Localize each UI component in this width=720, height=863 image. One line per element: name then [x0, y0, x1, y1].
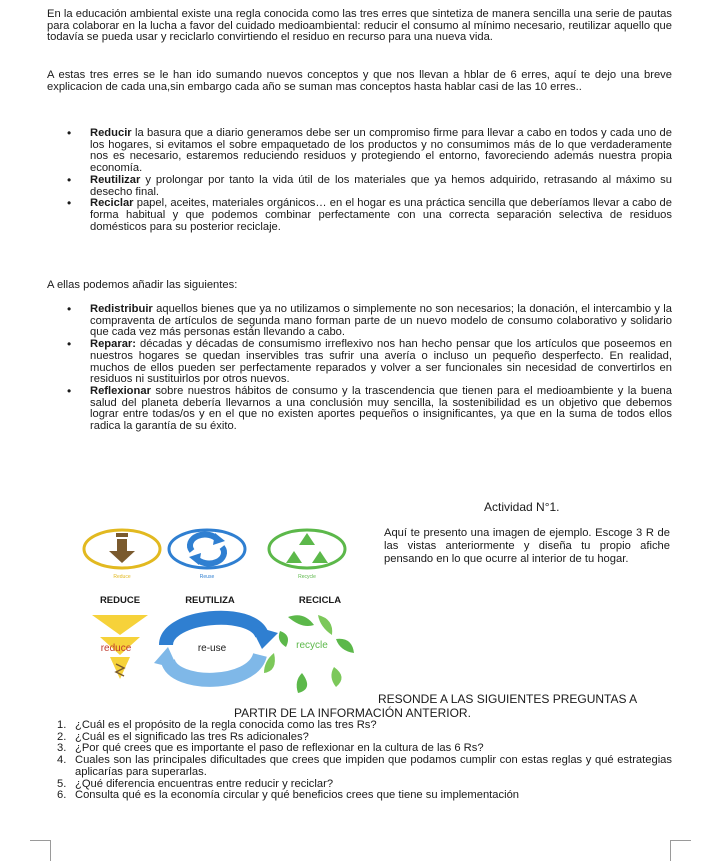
- list-text: sobre nuestros hábitos de consumo y la trascendencia que tienen para el medioambiente y la buena salud del planeta debería llevarnos a una conclusión muy sencilla, la sostenibilidad es un objetivo que debemos lograr entre todas/os y en el que no existen aportes pequeños o insignificantes, ya que en la suma de todos ellos radica la garantía de su éxito.: [90, 384, 672, 433]
- question-item: [47, 790, 672, 802]
- list-item: [47, 128, 672, 175]
- list-text: aquellos bienes que ya no utilizamos o simplemente no son necesarios; la donación, el intercambio y la compraventa de artículos de segunda mano forman parte de un nuevo modelo de consumo colaborativo y solidario que cada vez más personas están llevando a cabo.: [90, 303, 672, 339]
- list-item: [47, 386, 672, 433]
- activity-text: Aquí te presento una imagen de ejemplo. Escoge 3 R de las vistas anteriormente y diseña tu propio afiche pensando en lo que ocurre al interior de tu hogar.: [384, 527, 670, 566]
- list-item: [47, 198, 672, 233]
- list-item: [47, 175, 672, 198]
- question-number: 1.: [57, 719, 67, 731]
- question-number: 2.: [57, 730, 67, 743]
- list-text: y prolongar por tanto la vida útil de los materiales que ya hemos adquirido, retrasando al máximo su desecho final.: [90, 173, 672, 198]
- question-number: 5.: [57, 777, 67, 790]
- question-text: ¿Por qué crees que es importante el paso de reflexionar en la cultura de las 6 Rs?: [75, 742, 484, 755]
- question-number: 6.: [57, 789, 67, 802]
- small-label-reduce: Reduce: [113, 574, 131, 580]
- word-reuse: re-use: [197, 643, 227, 654]
- list-item: [47, 339, 672, 386]
- question-text: Consulta qué es la economía circular y qué beneficios crees que tiene su implementación: [75, 789, 520, 802]
- label-recicla: RECICLA: [298, 595, 342, 606]
- label-reutiliza: REUTILIZA: [185, 595, 235, 606]
- question-text: ¿Cuál es el propósito de la regla conocida como las tres Rs?: [75, 719, 377, 731]
- questions-header-line-1: RESONDE A LAS SIGUIENTES PREGUNTAS A: [378, 692, 638, 706]
- list-term: Redistribuir: [90, 303, 153, 315]
- label-reduce: REDUCE: [99, 595, 141, 606]
- list-term: Reducir: [90, 127, 132, 139]
- question-number: 3.: [57, 742, 67, 755]
- three-rs-illustration: [82, 527, 382, 697]
- recycle-icon: [269, 530, 345, 568]
- reduce-icon: [84, 530, 160, 568]
- list-term: Reparar:: [90, 338, 137, 351]
- middle-paragraph: A ellas podemos añadir las siguientes:: [47, 279, 238, 291]
- list-item: [47, 304, 672, 339]
- r-list-2: [47, 304, 672, 433]
- page-corner-mark-left: [30, 840, 51, 861]
- reuse-icon: [169, 530, 245, 568]
- intro-paragraph-1: En la educación ambiental existe una regla conocida como las tres erres que sintetiza de manera sencilla una serie de pautas para colaborar en la lucha a favor del cuidado medioambiental: reducir el consumo al mínimo necesario, reutilizar aquello que todavía se pueda usar y reciclarlo convirtiendo el residuo en recurso para una nueva vida.: [47, 8, 672, 44]
- question-text: ¿Cuál es el significado las tres Rs adicionales?: [75, 730, 309, 743]
- activity-title: Actividad N°1.: [484, 500, 560, 514]
- word-recycle: recycle: [296, 640, 328, 651]
- questions-header-line-2: PARTIR DE LA INFORMACIÓN ANTERIOR.: [234, 706, 471, 720]
- r-list-1: [47, 128, 672, 233]
- list-text: décadas y décadas de consumismo irreflexivo nos han hecho pensar que los artículos que poseemos en nuestros hogares se quedan inservibles tras sufrir una avería o incluso un pequeño desperfecto. En realidad, muchos de ellos pueden ser perfectamente reparados y volver a ser funcionales sin necesidad de convertirlos en residuos ni sustituirlos por otros nuevos.: [90, 338, 672, 386]
- list-term: Reflexionar: [90, 384, 151, 397]
- list-text: papel, aceites, materiales orgánicos… en el hogar es una práctica sencilla que deberíamos llevar a cabo de forma habitual y que podemos combinar perfectamente con una correcta separación selectiva de residuos domésticos para su posterior reciclaje.: [90, 197, 672, 233]
- page-corner-mark-right: [670, 840, 691, 861]
- list-term: Reciclar: [90, 197, 134, 210]
- list-term: Reutilizar: [90, 173, 141, 186]
- small-label-reuse: Reuse: [199, 574, 215, 580]
- question-item: [47, 755, 672, 778]
- list-text: la basura que a diario generamos debe ser un compromiso firme para llevar a cabo en todos y cada uno de los hogares, si evitamos el sobre empaquetado de los productos y no consumimos más de lo que verdaderamente nos es necesario, estaremos reduciendo residuos y protegiendo el entorno, favoreciendo además nuestra propia economía.: [90, 127, 672, 175]
- intro-paragraph-2: A estas tres erres se le han ido sumando nuevos conceptos y que nos llevan a hblar de 6 erres, aquí te dejo una breve explicacion de cada una,sin embargo cada año se suman mas conceptos hasta hablar casi de las 10 erres..: [47, 69, 672, 93]
- small-label-recycle: Recycle: [298, 574, 316, 580]
- question-text: Cuales son las principales dificultades que crees que impiden que podamos cumplir con estas reglas y qué estrategias aplicarías para superarlas.: [75, 754, 672, 778]
- question-text: ¿Qué diferencia encuentras entre reducir y reciclar?: [75, 777, 334, 790]
- question-number: 4.: [57, 754, 67, 767]
- questions-list: [47, 720, 672, 802]
- recycle-leaves-icon: [264, 615, 354, 693]
- word-reduce: reduce: [100, 643, 132, 654]
